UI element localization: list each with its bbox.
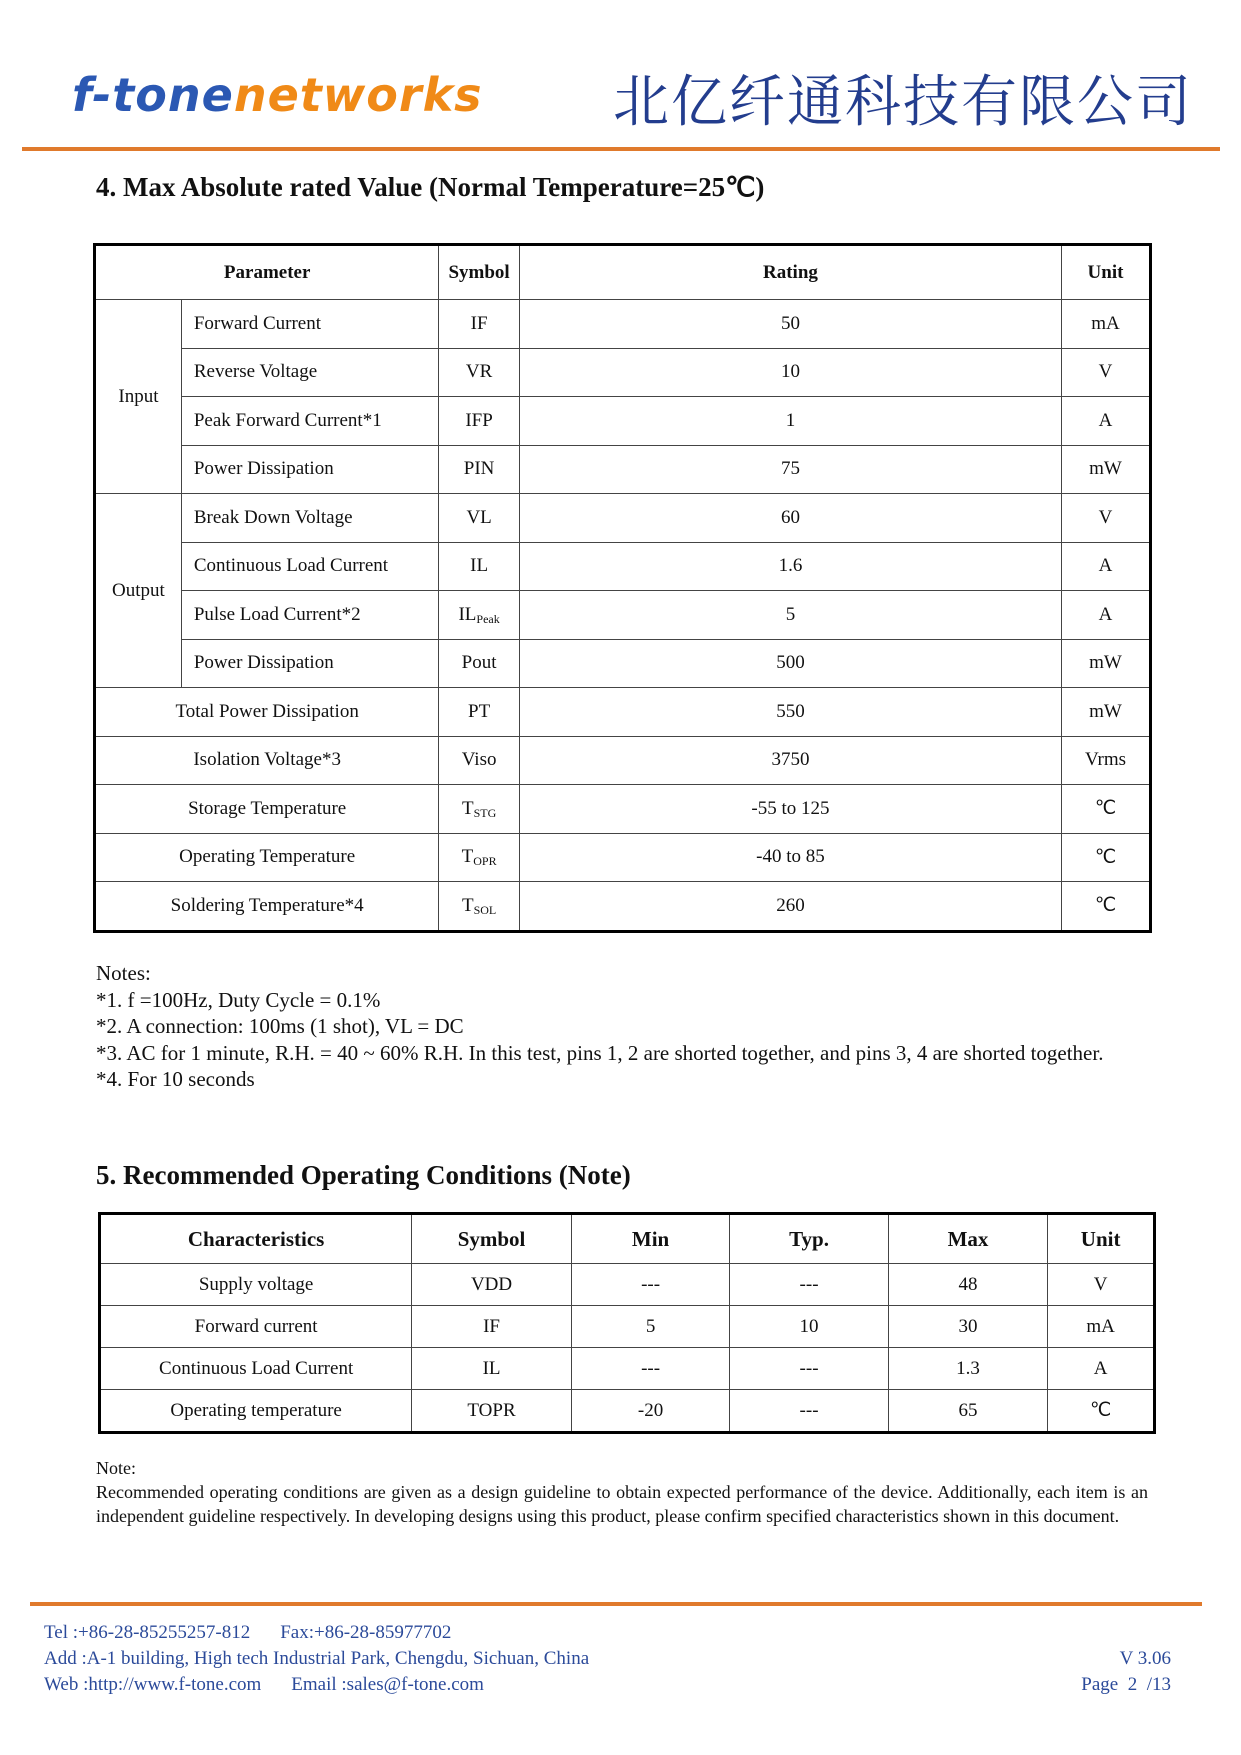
note-label: Note: bbox=[96, 1458, 136, 1478]
header-parameter: Parameter bbox=[95, 245, 439, 300]
cell: mA bbox=[1048, 1306, 1155, 1348]
table-row bbox=[95, 494, 1151, 543]
logo-text-ftone: f-tone bbox=[72, 68, 234, 122]
cell: 10 bbox=[730, 1306, 888, 1348]
unit-cell: mW bbox=[1062, 688, 1151, 737]
table-header-row bbox=[100, 1214, 1155, 1264]
section-4-notes bbox=[96, 960, 1146, 1093]
cell: 30 bbox=[888, 1306, 1047, 1348]
footer-divider bbox=[30, 1602, 1202, 1606]
cell: Forward current bbox=[100, 1306, 412, 1348]
symbol-cell: VR bbox=[439, 348, 520, 397]
param-cell: Pulse Load Current*2 bbox=[181, 591, 438, 640]
rating-cell: -40 to 85 bbox=[519, 833, 1061, 882]
param-cell: Isolation Voltage*3 bbox=[95, 736, 439, 785]
param-cell: Total Power Dissipation bbox=[95, 688, 439, 737]
cell: --- bbox=[730, 1348, 888, 1390]
symbol-subscript: Peak bbox=[476, 611, 500, 626]
header-unit: Unit bbox=[1062, 245, 1151, 300]
header-unit: Unit bbox=[1048, 1214, 1155, 1264]
operating-conditions-table bbox=[98, 1212, 1156, 1434]
cell: Operating temperature bbox=[100, 1390, 412, 1433]
header-symbol: Symbol bbox=[412, 1214, 572, 1264]
param-cell: Power Dissipation bbox=[181, 639, 438, 688]
unit-cell: ℃ bbox=[1062, 785, 1151, 834]
cell: -20 bbox=[571, 1390, 729, 1433]
note-item: *1. f =100Hz, Duty Cycle = 0.1% bbox=[96, 987, 381, 1012]
param-cell: Continuous Load Current bbox=[181, 542, 438, 591]
param-cell: Forward Current bbox=[181, 300, 438, 349]
footer-contact-line bbox=[44, 1620, 589, 1646]
cell: IF bbox=[412, 1306, 572, 1348]
symbol-cell: IF bbox=[439, 300, 520, 349]
unit-cell: mW bbox=[1062, 445, 1151, 494]
max-rating-table bbox=[93, 243, 1152, 933]
rating-cell: 60 bbox=[519, 494, 1061, 543]
unit-cell: mA bbox=[1062, 300, 1151, 349]
param-cell: Power Dissipation bbox=[181, 445, 438, 494]
cell: --- bbox=[730, 1264, 888, 1306]
footer-web: Web :http://www.f-tone.com bbox=[44, 1674, 262, 1695]
unit-cell: V bbox=[1062, 348, 1151, 397]
table-row bbox=[100, 1390, 1155, 1433]
table-row bbox=[95, 882, 1151, 932]
symbol-cell bbox=[439, 591, 520, 640]
symbol-subscript: OPR bbox=[473, 854, 497, 869]
header-symbol: Symbol bbox=[439, 245, 520, 300]
section-5-title: 5. Recommended Operating Conditions (Note) bbox=[96, 1160, 631, 1190]
version-info bbox=[1081, 1646, 1171, 1698]
unit-cell: A bbox=[1062, 542, 1151, 591]
symbol-main: T bbox=[461, 846, 474, 868]
rating-cell: 1 bbox=[519, 397, 1061, 446]
symbol-cell bbox=[439, 882, 520, 932]
version-label: V 3.06 bbox=[1119, 1648, 1171, 1669]
group-input: Input bbox=[95, 300, 182, 494]
rating-cell: 500 bbox=[519, 639, 1061, 688]
logo-text-networks: networks bbox=[233, 68, 483, 122]
table-row bbox=[100, 1264, 1155, 1306]
header-min: Min bbox=[571, 1214, 729, 1264]
rating-cell: 10 bbox=[519, 348, 1061, 397]
header-rating: Rating bbox=[519, 245, 1061, 300]
note-body: Recommended operating conditions are given as a design guideline to obtain expected performance of the device. Additionally, each item is an independent guideline respectively. In developing designs using this product, please confirm specified characteristics shown in this document. bbox=[96, 1482, 1148, 1526]
table-row bbox=[95, 639, 1151, 688]
param-cell: Reverse Voltage bbox=[181, 348, 438, 397]
cell: --- bbox=[571, 1264, 729, 1306]
cell: Supply voltage bbox=[100, 1264, 412, 1306]
rating-cell: 550 bbox=[519, 688, 1061, 737]
table-row bbox=[100, 1348, 1155, 1390]
unit-cell: mW bbox=[1062, 639, 1151, 688]
company-name-chinese: 北亿纤通科技有限公司 bbox=[613, 70, 1193, 135]
unit-cell: V bbox=[1062, 494, 1151, 543]
param-cell: Storage Temperature bbox=[95, 785, 439, 834]
unit-cell: Vrms bbox=[1062, 736, 1151, 785]
symbol-main: T bbox=[461, 797, 474, 819]
section-5-note bbox=[96, 1456, 1148, 1528]
cell: --- bbox=[730, 1390, 888, 1433]
footer-email: Email :sales@f-tone.com bbox=[291, 1674, 484, 1695]
cell: 1.3 bbox=[888, 1348, 1047, 1390]
note-item: *4. For 10 seconds bbox=[96, 1067, 255, 1091]
page-footer bbox=[44, 1620, 589, 1698]
footer-web-line bbox=[44, 1672, 589, 1698]
cell: VDD bbox=[412, 1264, 572, 1306]
table-header-row bbox=[95, 245, 1151, 300]
symbol-cell: IFP bbox=[439, 397, 520, 446]
rating-cell: 5 bbox=[519, 591, 1061, 640]
header-typ: Typ. bbox=[730, 1214, 888, 1264]
table-row bbox=[95, 736, 1151, 785]
rating-cell: 260 bbox=[519, 882, 1061, 932]
symbol-cell: PT bbox=[439, 688, 520, 737]
symbol-cell: VL bbox=[439, 494, 520, 543]
unit-cell: ℃ bbox=[1062, 882, 1151, 932]
symbol-cell bbox=[439, 785, 520, 834]
unit-cell: A bbox=[1062, 397, 1151, 446]
page-header bbox=[0, 0, 1241, 160]
symbol-cell: Pout bbox=[439, 639, 520, 688]
rating-cell: 1.6 bbox=[519, 542, 1061, 591]
cell: Continuous Load Current bbox=[100, 1348, 412, 1390]
cell: IL bbox=[412, 1348, 572, 1390]
note-item: *2. A connection: 100ms (1 shot), VL = DC bbox=[96, 1014, 464, 1038]
cell: --- bbox=[571, 1348, 729, 1390]
footer-address: Add :A-1 building, High tech Industrial Park, Chengdu, Sichuan, China bbox=[44, 1648, 590, 1669]
cell: TOPR bbox=[412, 1390, 572, 1433]
symbol-subscript: STG bbox=[473, 805, 497, 820]
symbol-cell: Viso bbox=[439, 736, 520, 785]
symbol-main: T bbox=[461, 894, 474, 916]
footer-tel: Tel :+86-28-85255257-812 bbox=[44, 1622, 251, 1643]
header-max: Max bbox=[888, 1214, 1047, 1264]
param-cell: Operating Temperature bbox=[95, 833, 439, 882]
note-item: *3. AC for 1 minute, R.H. = 40 ~ 60% R.H. In this test, pins 1, 2 are shorted together, and pins 3, 4 are shorted together. bbox=[96, 1040, 1104, 1065]
company-logo bbox=[72, 68, 483, 122]
table-row bbox=[95, 688, 1151, 737]
group-output: Output bbox=[95, 494, 182, 688]
rating-cell: 3750 bbox=[519, 736, 1061, 785]
table-row bbox=[95, 542, 1151, 591]
table-row bbox=[95, 348, 1151, 397]
header-divider bbox=[22, 147, 1220, 151]
cell: 5 bbox=[571, 1306, 729, 1348]
rating-cell: 50 bbox=[519, 300, 1061, 349]
symbol-cell bbox=[439, 833, 520, 882]
table-row bbox=[95, 397, 1151, 446]
table-row bbox=[95, 833, 1151, 882]
cell: 48 bbox=[888, 1264, 1047, 1306]
header-characteristics: Characteristics bbox=[100, 1214, 412, 1264]
symbol-main: IL bbox=[458, 603, 477, 625]
param-cell: Break Down Voltage bbox=[181, 494, 438, 543]
notes-label: Notes: bbox=[96, 961, 151, 985]
cell: V bbox=[1048, 1264, 1155, 1306]
cell: 65 bbox=[888, 1390, 1047, 1433]
rating-cell: 75 bbox=[519, 445, 1061, 494]
param-cell: Peak Forward Current*1 bbox=[181, 397, 438, 446]
unit-cell: A bbox=[1062, 591, 1151, 640]
table-row bbox=[95, 300, 1151, 349]
cell: ℃ bbox=[1048, 1390, 1155, 1433]
symbol-cell: PIN bbox=[439, 445, 520, 494]
page-number: Page 2 /13 bbox=[1081, 1674, 1171, 1695]
rating-cell: -55 to 125 bbox=[519, 785, 1061, 834]
unit-cell: ℃ bbox=[1062, 833, 1151, 882]
symbol-subscript: SOL bbox=[473, 902, 497, 917]
table-row bbox=[95, 785, 1151, 834]
section-4-title: 4. Max Absolute rated Value (Normal Temperature=25℃) bbox=[96, 172, 765, 202]
table-row bbox=[100, 1306, 1155, 1348]
table-row bbox=[95, 445, 1151, 494]
symbol-cell: IL bbox=[439, 542, 520, 591]
param-cell: Soldering Temperature*4 bbox=[95, 882, 439, 932]
table-row bbox=[95, 591, 1151, 640]
cell: A bbox=[1048, 1348, 1155, 1390]
footer-fax: Fax:+86-28-85977702 bbox=[280, 1622, 452, 1643]
